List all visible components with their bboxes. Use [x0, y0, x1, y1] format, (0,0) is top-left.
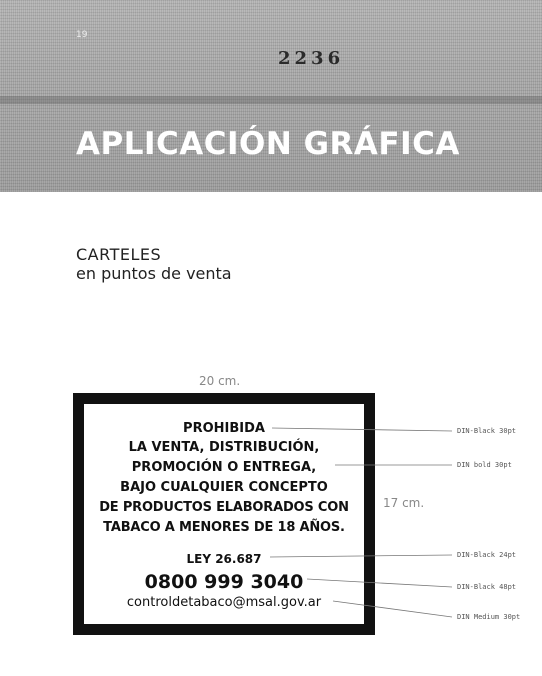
spec-label-1: DIN-Black 30pt [457, 427, 517, 435]
spec-label-2: DIN bold 30pt [457, 461, 512, 469]
sign-line-2: LA VENTA, DISTRIBUCIÓN, [128, 440, 320, 455]
section-title: CARTELES [76, 245, 162, 264]
sign-line-3: PROMOCIÓN O ENTREGA, [131, 460, 317, 475]
sign-phone: 0800 999 3040 [144, 571, 304, 593]
height-dimension: 17 cm. [383, 496, 425, 510]
sign-line-4: BAJO CUALQUIER CONCEPTO [120, 480, 328, 495]
sign-line-5: DE PRODUCTOS ELABORADOS CON [99, 500, 349, 515]
spec-label-5: DIN Medium 30pt [457, 613, 521, 621]
section-subtitle: en puntos de venta [76, 264, 232, 283]
spec-label-4: DIN-Black 48pt [457, 583, 517, 591]
sign-line-prohibida: PROHIBIDA [183, 421, 265, 436]
leader-line-3 [270, 555, 452, 557]
page-title: APLICACIÓN GRÁFICA [76, 126, 460, 162]
page-number: 19 [76, 30, 88, 40]
leader-line-1 [272, 428, 452, 431]
sign-line-6: TABACO A MENORES DE 18 AÑOS. [103, 520, 345, 535]
leader-line-5 [333, 601, 452, 617]
leader-line-4 [307, 579, 452, 587]
width-dimension: 20 cm. [199, 374, 241, 388]
stamp-number: 2236 [278, 48, 345, 69]
spec-label-3: DIN-Black 24pt [457, 551, 517, 559]
sign-law: LEY 26.687 [186, 552, 262, 566]
sign-email: controldetabaco@msal.gov.ar [126, 595, 322, 610]
